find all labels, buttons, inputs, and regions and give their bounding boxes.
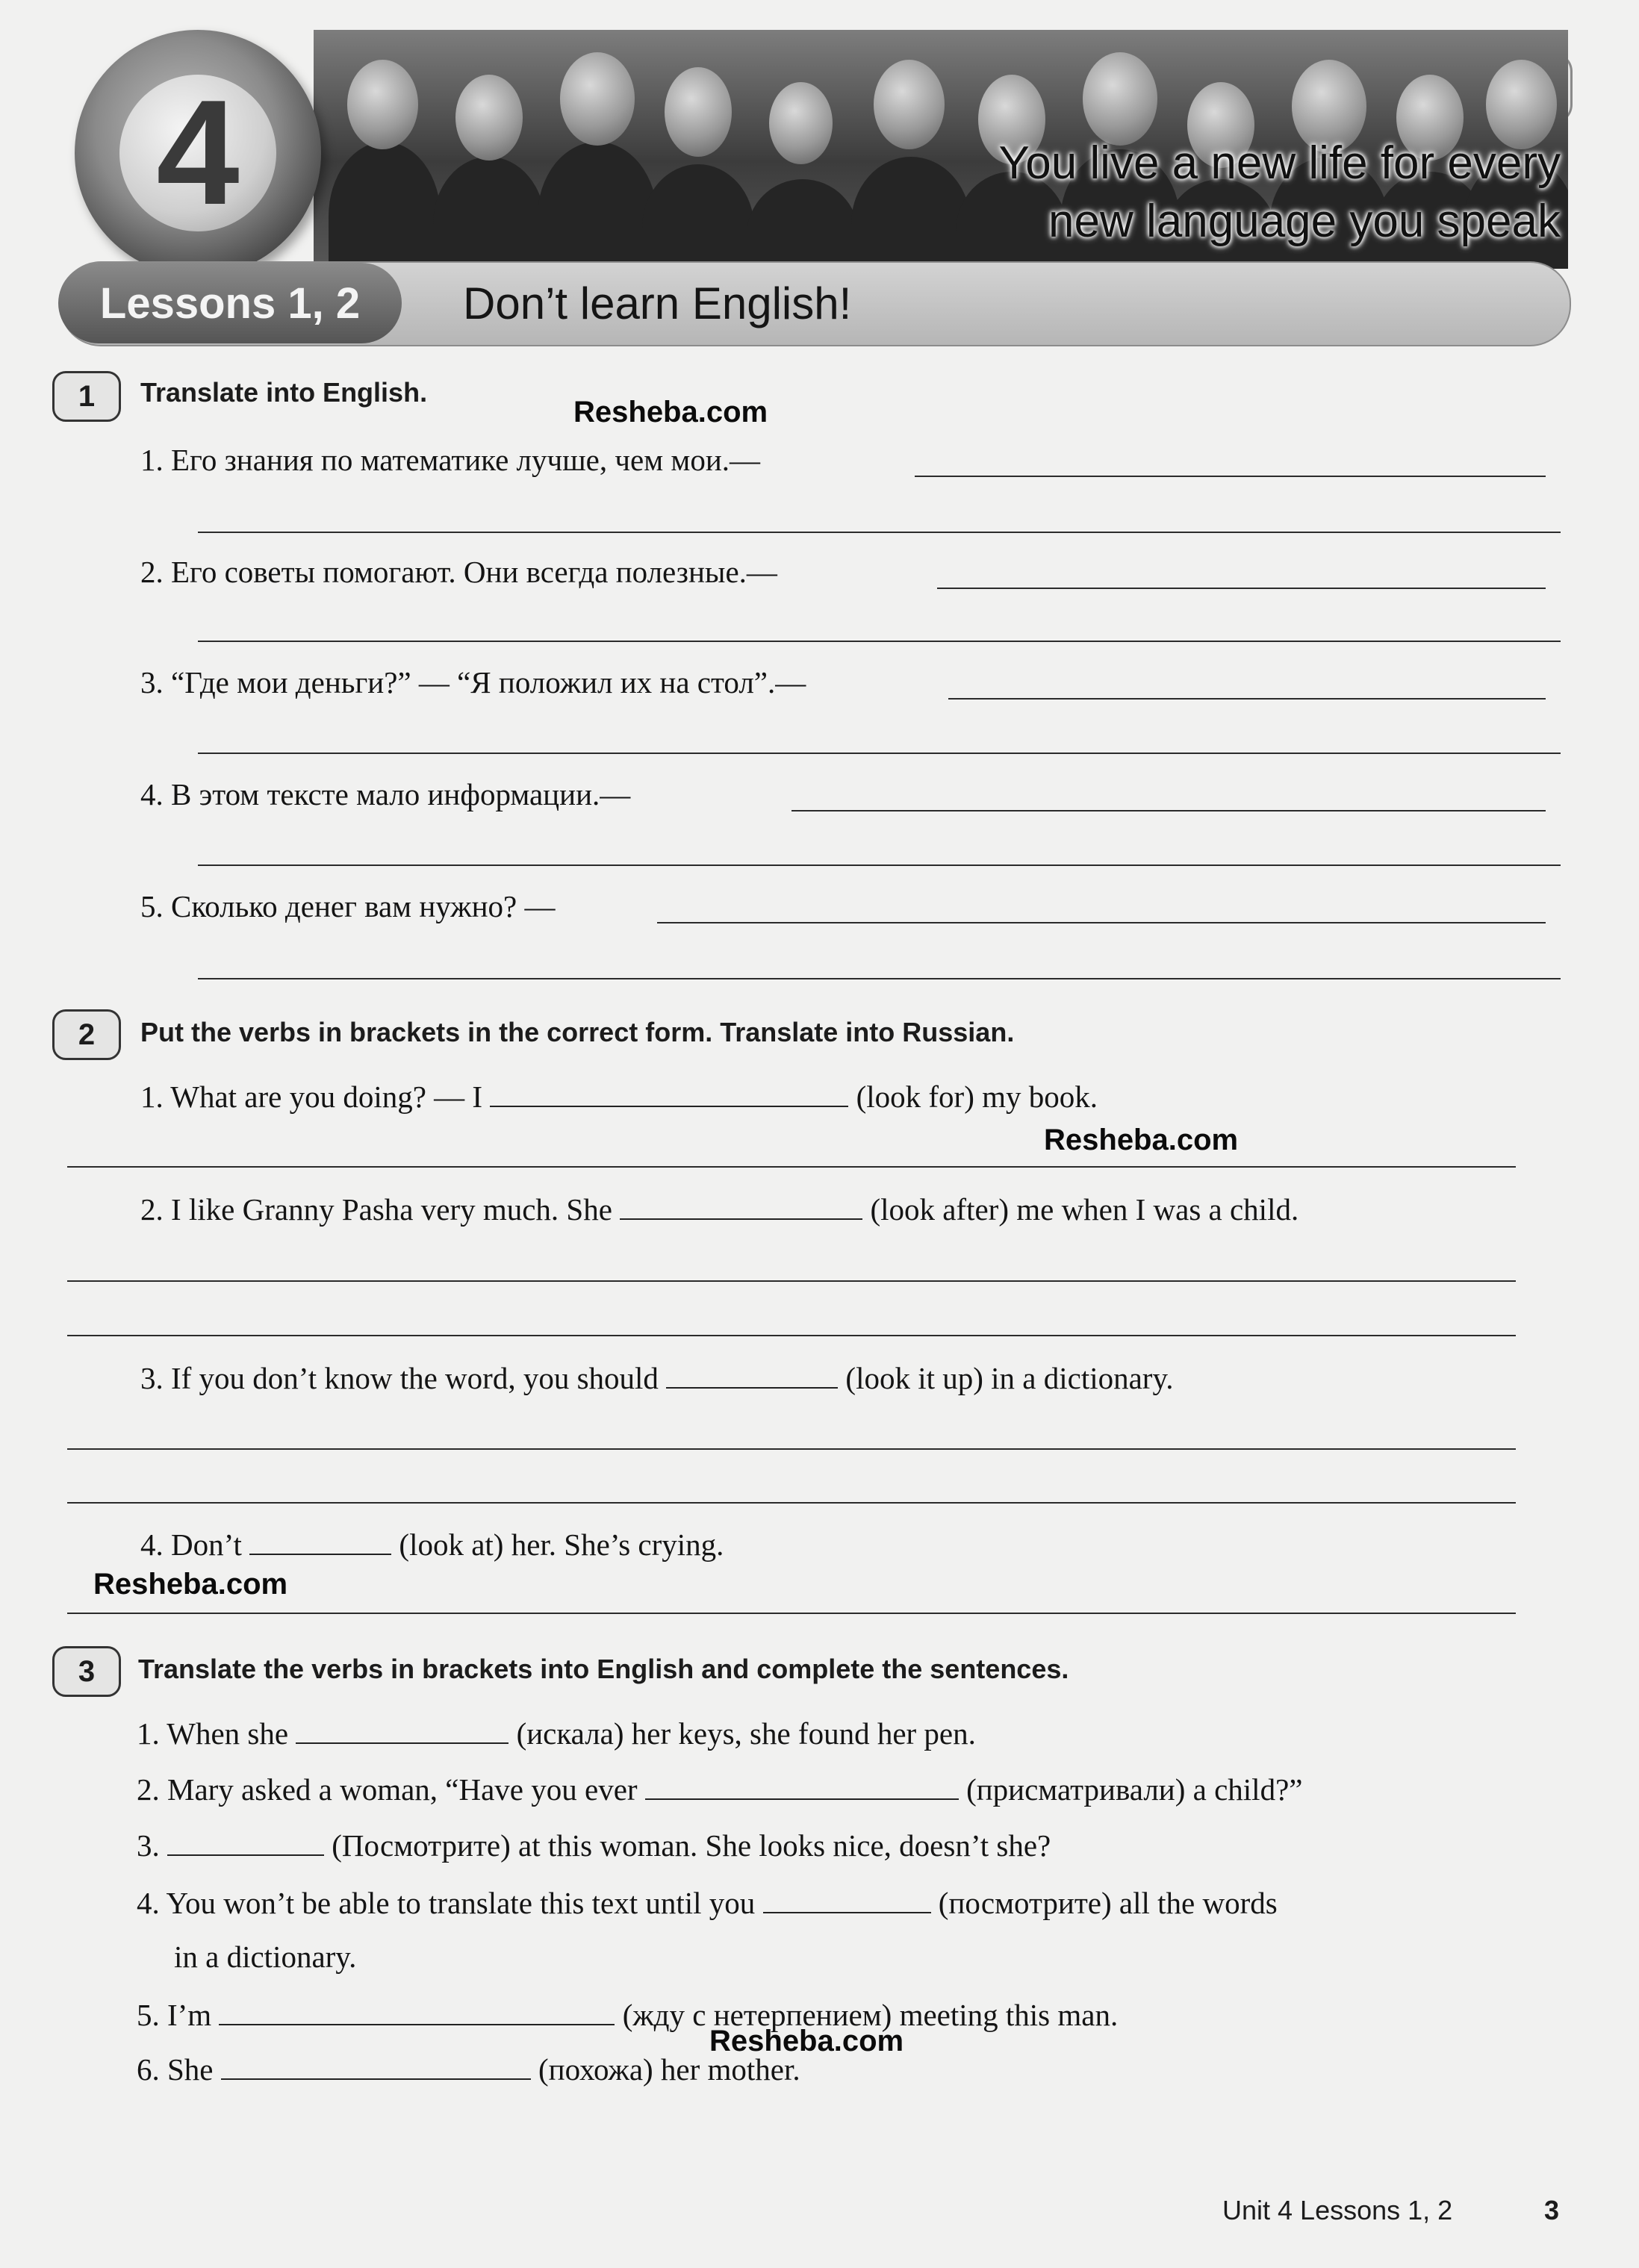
exercise-3-badge: 3 — [52, 1646, 121, 1697]
ex3-item-6 — [137, 2052, 800, 2087]
ex3-item-3-post: (Посмотрите) at this woman. She looks nice, doesn’t she? — [332, 1828, 1051, 1863]
ex1-item-5-answer-line[interactable] — [657, 922, 1546, 923]
ex1-item-5: 5. Сколько денег вам нужно? — — [140, 889, 556, 923]
ex3-item-6-blank[interactable] — [221, 2052, 531, 2080]
ex3-item-6-pre: 6. She — [137, 2052, 214, 2087]
ex3-item-2-pre: 2. Mary asked a woman, “Have you ever — [137, 1772, 638, 1807]
ex2-item-2 — [140, 1191, 1299, 1227]
footer-section: Unit 4 Lessons 1, 2 — [1222, 2195, 1453, 2225]
exercise-1-instruction: Translate into English. — [140, 377, 428, 408]
ex1-item-1-answer-line[interactable] — [915, 476, 1546, 477]
ex2-item-2-post: (look after) me when I was a child. — [870, 1192, 1299, 1227]
ex3-item-2-blank[interactable] — [645, 1772, 959, 1800]
ex1-item-5-answer-line-2[interactable] — [198, 978, 1561, 979]
watermark-4: Resheba.com — [709, 2025, 904, 2057]
ex3-item-4-blank[interactable] — [763, 1885, 931, 1913]
ex1-item-1-answer-line-2[interactable] — [198, 532, 1561, 533]
exercise-2-badge: 2 — [52, 1009, 121, 1060]
page-number: 3 — [1544, 2195, 1560, 2225]
ex1-item-4-answer-line[interactable] — [791, 810, 1546, 811]
exercise-1-badge: 1 — [52, 371, 121, 422]
ex2-item-3-answer-line[interactable] — [67, 1448, 1516, 1450]
ex2-item-3-post: (look it up) in a dictionary. — [845, 1361, 1174, 1395]
ex1-item-3-answer-line[interactable] — [948, 698, 1546, 700]
unit-number: 4 — [156, 69, 240, 236]
ex2-item-2-answer-line[interactable] — [67, 1280, 1516, 1282]
exercise-2-instruction: Put the verbs in brackets in the correct form. Translate into Russian. — [140, 1017, 1015, 1047]
unit-motto — [889, 134, 1561, 251]
lesson-label: Lessons 1, 2 — [58, 263, 402, 343]
ex1-item-3: 3. “Где мои деньги?” — “Я положил их на стол”.— — [140, 665, 806, 700]
ex3-item-5-post: (жду с нетерпением) meeting this man. — [622, 1998, 1119, 2032]
ex2-item-2-blank[interactable] — [620, 1191, 862, 1220]
ex3-item-5-pre: 5. I’m — [137, 1998, 212, 2032]
exercise-3-instruction: Translate the verbs in brackets into English and complete the sentences. — [138, 1654, 1069, 1684]
ex1-item-2-answer-line[interactable] — [937, 588, 1546, 589]
ex2-item-3-blank[interactable] — [666, 1360, 838, 1389]
ex1-item-1: 1. Его знания по математике лучше, чем мои.— — [140, 443, 761, 477]
ex3-item-1-blank[interactable] — [296, 1716, 509, 1744]
motto-line-2: new language you speak — [1048, 196, 1561, 247]
ex2-item-2-answer-line-2[interactable] — [67, 1335, 1516, 1336]
lesson-title: Don’t learn English! — [463, 278, 852, 328]
ex3-item-5 — [137, 1997, 1118, 2033]
ex2-item-3-pre: 3. If you don’t know the word, you should — [140, 1361, 659, 1395]
ex2-item-1-pre: 1. What are you doing? — I — [140, 1080, 483, 1114]
ex2-item-3-answer-line-2[interactable] — [67, 1502, 1516, 1504]
ex3-item-1-post: (искала) her keys, she found her pen. — [516, 1716, 976, 1751]
watermark-1: Resheba.com — [573, 396, 768, 429]
ex2-item-2-pre: 2. I like Granny Pasha very much. She — [140, 1192, 612, 1227]
ex3-item-5-blank[interactable] — [219, 1997, 615, 2025]
unit-header — [0, 0, 1639, 276]
ex1-item-4: 4. В этом тексте мало информации.— — [140, 777, 631, 811]
ex3-item-3-blank[interactable] — [167, 1828, 324, 1856]
ex3-item-3 — [137, 1828, 1051, 1863]
ex2-item-1-blank[interactable] — [490, 1079, 848, 1107]
ex1-item-2-answer-line-2[interactable] — [198, 641, 1561, 642]
motto-line-1: You live a new life for every — [998, 137, 1561, 189]
ex2-item-4-pre: 4. Don’t — [140, 1527, 242, 1562]
ex3-item-4-pre: 4. You won’t be able to translate this text until you — [137, 1886, 756, 1920]
ex2-item-1-post: (look for) my book. — [856, 1080, 1098, 1114]
ex3-item-4-continued: in a dictionary. — [174, 1940, 357, 1974]
ex1-item-2: 2. Его советы помогают. Они всегда полезные.— — [140, 555, 777, 589]
ex2-item-4-blank[interactable] — [249, 1527, 391, 1555]
ex2-item-4-post: (look at) her. She’s crying. — [399, 1527, 724, 1562]
ex3-item-4-post: (посмотрите) all the words — [938, 1886, 1278, 1920]
ex2-item-3 — [140, 1360, 1174, 1396]
ex3-item-3-pre: 3. — [137, 1828, 160, 1863]
ex3-item-2-post: (присматривали) a child?” — [966, 1772, 1303, 1807]
ex3-item-1 — [137, 1716, 976, 1751]
ex1-item-3-answer-line-2[interactable] — [198, 753, 1561, 754]
ex3-item-1-pre: 1. When she — [137, 1716, 289, 1751]
ex3-item-4 — [137, 1885, 1278, 1921]
ex1-item-4-answer-line-2[interactable] — [198, 864, 1561, 866]
watermark-2: Resheba.com — [1044, 1124, 1239, 1156]
ex3-item-2 — [137, 1772, 1302, 1807]
ex2-item-1-answer-line[interactable] — [67, 1166, 1516, 1168]
ex2-item-1 — [140, 1079, 1098, 1115]
ex3-item-6-post: (похожа) her mother. — [538, 2052, 800, 2087]
ex2-item-4-answer-line[interactable] — [67, 1613, 1516, 1614]
ex2-item-4 — [140, 1527, 724, 1563]
watermark-3: Resheba.com — [93, 1568, 288, 1601]
unit-number-badge — [75, 30, 321, 276]
